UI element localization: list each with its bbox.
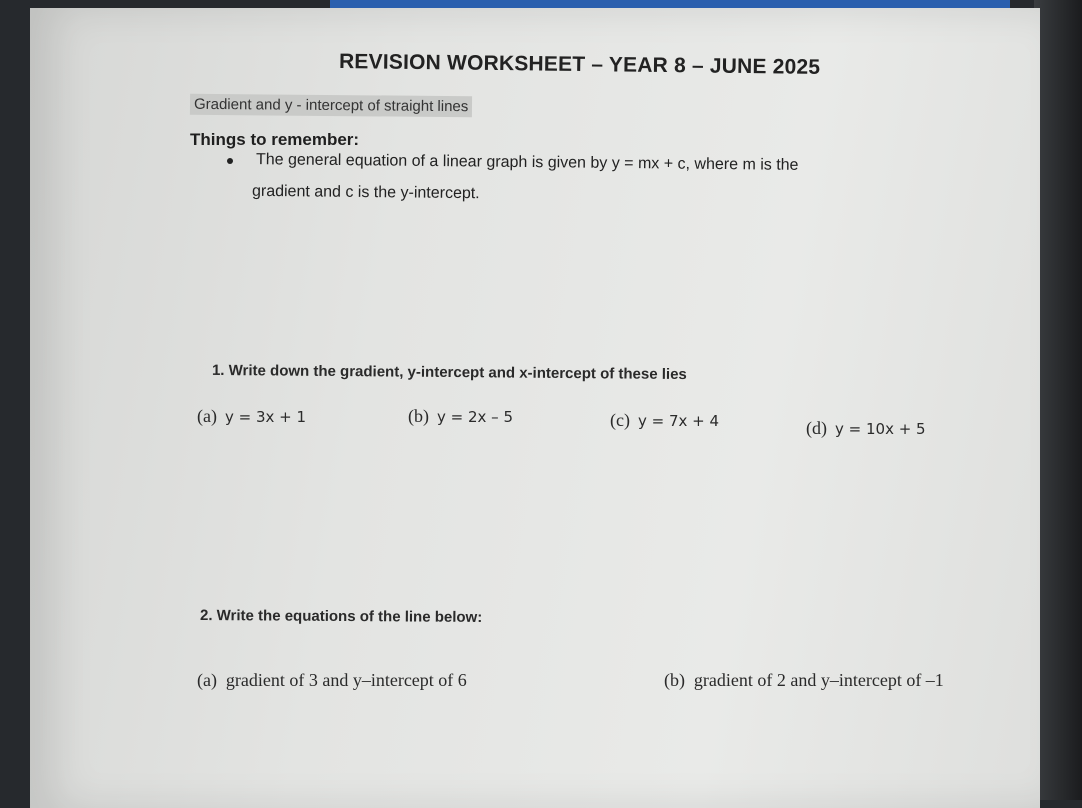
part-equation: y = 3x + 1 [224, 408, 307, 426]
question-2-part-a [197, 670, 467, 691]
part-label: (a) [197, 406, 217, 426]
worksheet-subtitle: Gradient and y - intercept of straight lines [190, 94, 472, 117]
part-equation: y = 7x + 4 [637, 412, 720, 430]
question-2-heading: 2. Write the equations of the line below: [199, 607, 483, 626]
part-label: (a) [197, 670, 217, 690]
part-equation: y = 10x + 5 [835, 420, 926, 438]
bullet-text-line-1: The general equation of a linear graph is given by y = mx + c, where m is the [255, 151, 799, 174]
part-text: gradient of 3 and y–intercept of 6 [225, 670, 467, 690]
question-1-heading: 1. Write down the gradient, y-intercept and x-intercept of these lies [211, 361, 687, 384]
question-1-part-d [806, 418, 926, 439]
part-label: (d) [806, 418, 827, 438]
part-text: gradient of 2 and y–intercept of –1 [693, 670, 944, 690]
question-2-part-b [664, 670, 944, 691]
remember-heading: Things to remember: [190, 130, 360, 149]
worksheet-page [30, 8, 1040, 808]
part-label: (b) [408, 406, 429, 426]
worksheet-title: REVISION WORKSHEET – YEAR 8 – JUNE 2025 [338, 50, 821, 79]
question-1-part-a [197, 406, 306, 427]
question-1-part-c [610, 410, 719, 431]
part-label: (c) [610, 410, 630, 430]
part-equation: y = 2x – 5 [437, 408, 513, 426]
part-label: (b) [664, 670, 685, 690]
bullet-icon [227, 158, 233, 164]
device-edge [1034, 0, 1082, 800]
question-1-part-b [408, 406, 513, 427]
bullet-text-line-2: gradient and c is the y-intercept. [251, 182, 480, 203]
